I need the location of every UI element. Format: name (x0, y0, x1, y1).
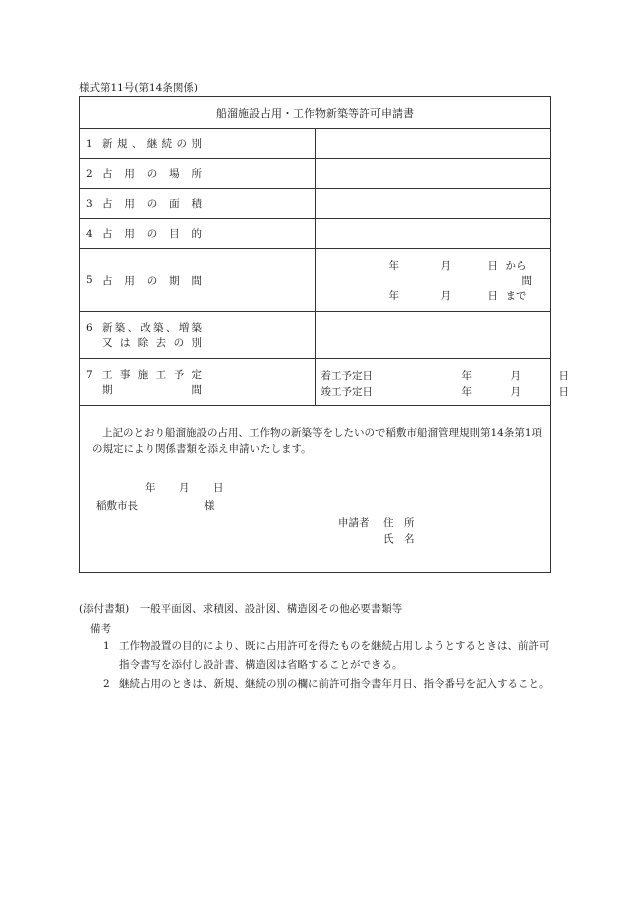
form-number: 様式第11号(第14条関係) (79, 82, 198, 94)
addressee-honorific: 様 (204, 500, 215, 512)
remarks-heading: 備考 (90, 623, 111, 635)
applicant-label: 申請者 (338, 517, 370, 529)
statement-text: 上記のとおり船溜施設の占用、工作物の新築等をしたいので稲敷市船溜管理規則第14条第1項の規定により関係書類を添え申請いたします。 (92, 427, 543, 455)
label-occupancy-purpose: 4 占 用 の 目 的 (80, 219, 316, 249)
date-year: 年 (145, 482, 156, 494)
attachments-line: (添付書類) 一般平面図、求積図、設計図、構造図その他必要書類等 (79, 603, 403, 615)
period-tail: 間 (521, 275, 532, 287)
date-day: 日 (213, 482, 224, 494)
field-occupancy-purpose[interactable] (315, 219, 551, 249)
label-construction-period: 7 工 事 施 工 予 定 期 間 (80, 359, 316, 406)
address-label: 住 所 (383, 517, 415, 529)
date-month: 月 (179, 482, 190, 494)
start-date-row: 着工予定日 年 月 日 (320, 370, 569, 382)
end-date-row: 竣工予定日 年 月 日 (320, 386, 569, 398)
application-form-table (79, 96, 569, 573)
field-construction-period[interactable] (315, 359, 569, 406)
label-occupancy-period: 5 占 用 の 期 間 (80, 249, 316, 312)
field-occupancy-location[interactable] (315, 159, 551, 189)
label-new-or-continuing: 1 新 規 、 継 続 の 別 (80, 129, 316, 159)
period-until-row: 年 月 日 まで (388, 290, 527, 302)
period-from-row: 年 月 日 から (388, 260, 527, 272)
label-occupancy-area: 3 占 用 の 面 積 (80, 189, 316, 219)
application-statement-box (80, 406, 551, 573)
label-construction-type: 6 新 築 、 改 築 、 増 築 又 は 除 去 の 別 (80, 312, 316, 359)
remark-item: 2 継続占用のときは、新規、継続の別の欄に前許可指令書年月日、指令番号を記入すること。 (103, 678, 550, 690)
field-new-or-continuing[interactable] (315, 129, 551, 159)
field-occupancy-area[interactable] (315, 189, 551, 219)
label-occupancy-location: 2 占 用 の 場 所 (80, 159, 316, 189)
name-label: 氏 名 (383, 533, 415, 545)
addressee: 稲敷市長 (96, 500, 138, 512)
remark-item: 1 工作物設置の目的により、既に占用許可を得たものを継続占用しようとするときは、前許可指令書写を添付し設計書、構造図は省略することができる。 (103, 640, 550, 671)
field-occupancy-period[interactable] (315, 249, 551, 312)
field-construction-type[interactable] (315, 312, 551, 359)
form-title: 船溜施設占用・工作物新築等許可申請書 (80, 97, 551, 129)
